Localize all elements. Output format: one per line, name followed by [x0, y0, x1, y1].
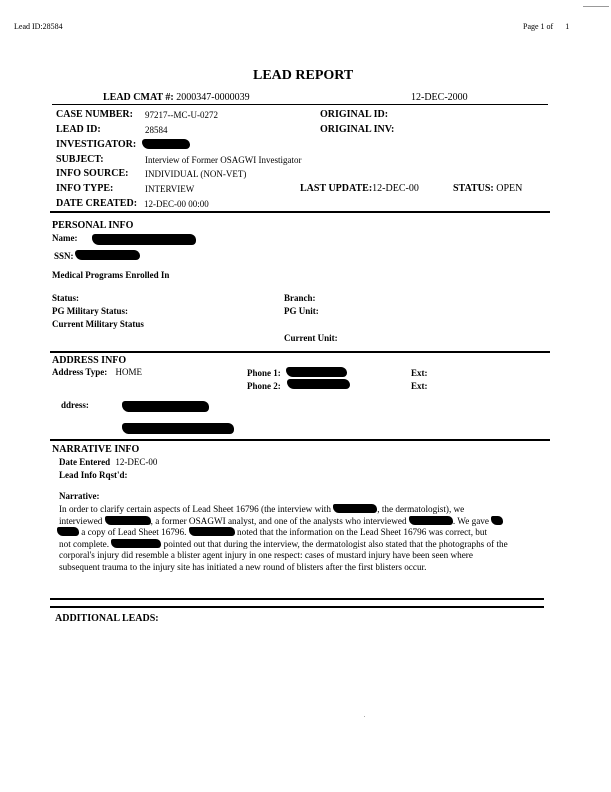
corner-mark: [583, 6, 609, 7]
narrative-line: subsequent trauma to the injury site has initiated a new round of blisters after the first blisters occur.: [59, 561, 427, 572]
ext2-label: Ext:: [411, 381, 428, 391]
redaction-mark: [189, 527, 235, 536]
subject-label: SUBJECT:: [56, 154, 104, 165]
page-number: [523, 22, 569, 31]
pg-unit-label: PG Unit:: [284, 306, 319, 316]
phone1-redaction: [286, 367, 347, 377]
corner-lead-id: Lead ID:28584: [14, 22, 63, 31]
narrative-segment: . We gave: [452, 515, 489, 526]
info-type-label: INFO TYPE:: [56, 183, 114, 194]
phone2-label: Phone 2:: [247, 381, 281, 391]
address-line2-redaction: [122, 423, 234, 434]
narrative-segment: interviewed: [59, 515, 103, 526]
last-update: [300, 183, 419, 194]
redaction-mark: [105, 516, 151, 525]
narrative-segment: , a former OSAGWI analyst, and one of the analysts who interviewed: [150, 515, 407, 526]
narrative-info-heading: NARRATIVE INFO: [52, 444, 140, 455]
info-source-value: INDIVIDUAL (NON-VET): [145, 169, 247, 179]
investigator-label: INVESTIGATOR:: [56, 139, 137, 150]
cmat-underline: [52, 104, 548, 105]
subject-value: Interview of Former OSAGWI Investigator: [145, 155, 302, 165]
case-number-label: CASE NUMBER:: [56, 109, 133, 120]
narrative-segment: , the dermatologist), we: [377, 504, 465, 514]
date-created-value: 12-DEC-00 00:00: [144, 199, 209, 209]
address-type-label: Address Type:: [52, 367, 108, 377]
redaction-mark: [491, 516, 503, 525]
lead-cmat-label: LEAD CMAT #:: [103, 92, 174, 103]
narrative-segment: not complete.: [59, 538, 110, 549]
status-label: STATUS:: [453, 183, 494, 194]
page-label: Page 1 of: [523, 22, 554, 31]
address-type: [52, 367, 142, 377]
narrative-text: [59, 504, 549, 574]
date-entered: [59, 457, 157, 467]
section-rule: [50, 211, 550, 213]
lead-info-rqstd-label: Lead Info Rqst'd:: [59, 470, 128, 480]
case-number-value: 97217--MC-U-0272: [145, 110, 218, 120]
redaction-mark: [57, 527, 79, 536]
redaction-mark: [111, 539, 161, 548]
lead-id-label: LEAD ID:: [56, 124, 101, 135]
personal-info-heading: PERSONAL INFO: [52, 220, 134, 231]
report-date: 12-DEC-2000: [411, 92, 468, 103]
narrative-segment: a copy of Lead Sheet 16796.: [81, 527, 187, 538]
narrative-line: corporal's injury did resemble a blister agent injury in one respect: cases of mustard injury have been seen where: [59, 550, 473, 561]
section-rule: [50, 351, 550, 353]
name-label: Name:: [52, 233, 78, 243]
investigator-redaction: [142, 139, 190, 149]
branch-label: Branch:: [284, 293, 316, 303]
address-type-value: HOME: [115, 367, 143, 377]
narrative-line: [59, 504, 549, 516]
phone1-label: Phone 1:: [247, 368, 281, 378]
section-rule: [50, 598, 544, 600]
address-info-heading: ADDRESS INFO: [52, 355, 127, 366]
status: [453, 183, 522, 194]
additional-leads-heading: ADDITIONAL LEADS:: [55, 613, 159, 624]
address-label: ddress:: [61, 400, 89, 410]
narrative-segment: pointed out that during the interview, the dermatologist also stated that the photographs of the: [163, 538, 508, 549]
narrative-segment: noted that the information on the Lead Sheet 16796 was correct, but: [237, 527, 488, 538]
medical-programs-label: Medical Programs Enrolled In: [52, 270, 170, 280]
current-military-status-label: Current Military Status: [52, 319, 144, 329]
current-unit-label: Current Unit:: [284, 333, 338, 343]
address-line1-redaction: [122, 401, 209, 412]
last-update-value: 12-DEC-00: [372, 183, 419, 194]
info-type-value: INTERVIEW: [145, 184, 195, 194]
page-title: LEAD REPORT: [253, 68, 354, 83]
ssn-label: SSN:: [54, 251, 74, 261]
scan-speck: [364, 716, 365, 717]
narrative-line: [59, 516, 549, 528]
lead-id-value: 28584: [145, 125, 168, 135]
narrative-label: Narrative:: [59, 491, 100, 501]
phone2-redaction: [287, 379, 350, 389]
page-total: 1: [565, 22, 570, 31]
status-military-label: Status:: [52, 293, 80, 303]
section-rule: [50, 439, 550, 441]
redaction-mark: [409, 516, 453, 525]
status-value: OPEN: [496, 183, 523, 194]
lead-cmat-value: 2000347-0000039: [176, 92, 250, 103]
narrative-segment: In order to clarify certain aspects of Lead Sheet 16796 (the interview with: [59, 504, 331, 514]
pg-military-status-label: PG Military Status:: [52, 306, 128, 316]
lead-cmat: [103, 92, 250, 103]
date-entered-label: Date Entered: [59, 457, 111, 467]
redaction-mark: [333, 504, 377, 513]
last-update-label: LAST UPDATE:: [300, 183, 373, 194]
section-rule: [50, 606, 544, 608]
original-inv-label: ORIGINAL INV:: [320, 124, 395, 135]
ssn-redaction: [75, 250, 140, 260]
date-created-label: DATE CREATED:: [56, 198, 138, 209]
date-entered-value: 12-DEC-00: [115, 457, 158, 467]
info-source-label: INFO SOURCE:: [56, 168, 129, 179]
narrative-line: [59, 527, 549, 539]
narrative-line: [59, 539, 549, 551]
original-id-label: ORIGINAL ID:: [320, 109, 389, 120]
ext1-label: Ext:: [411, 368, 428, 378]
name-redaction: [92, 234, 196, 245]
